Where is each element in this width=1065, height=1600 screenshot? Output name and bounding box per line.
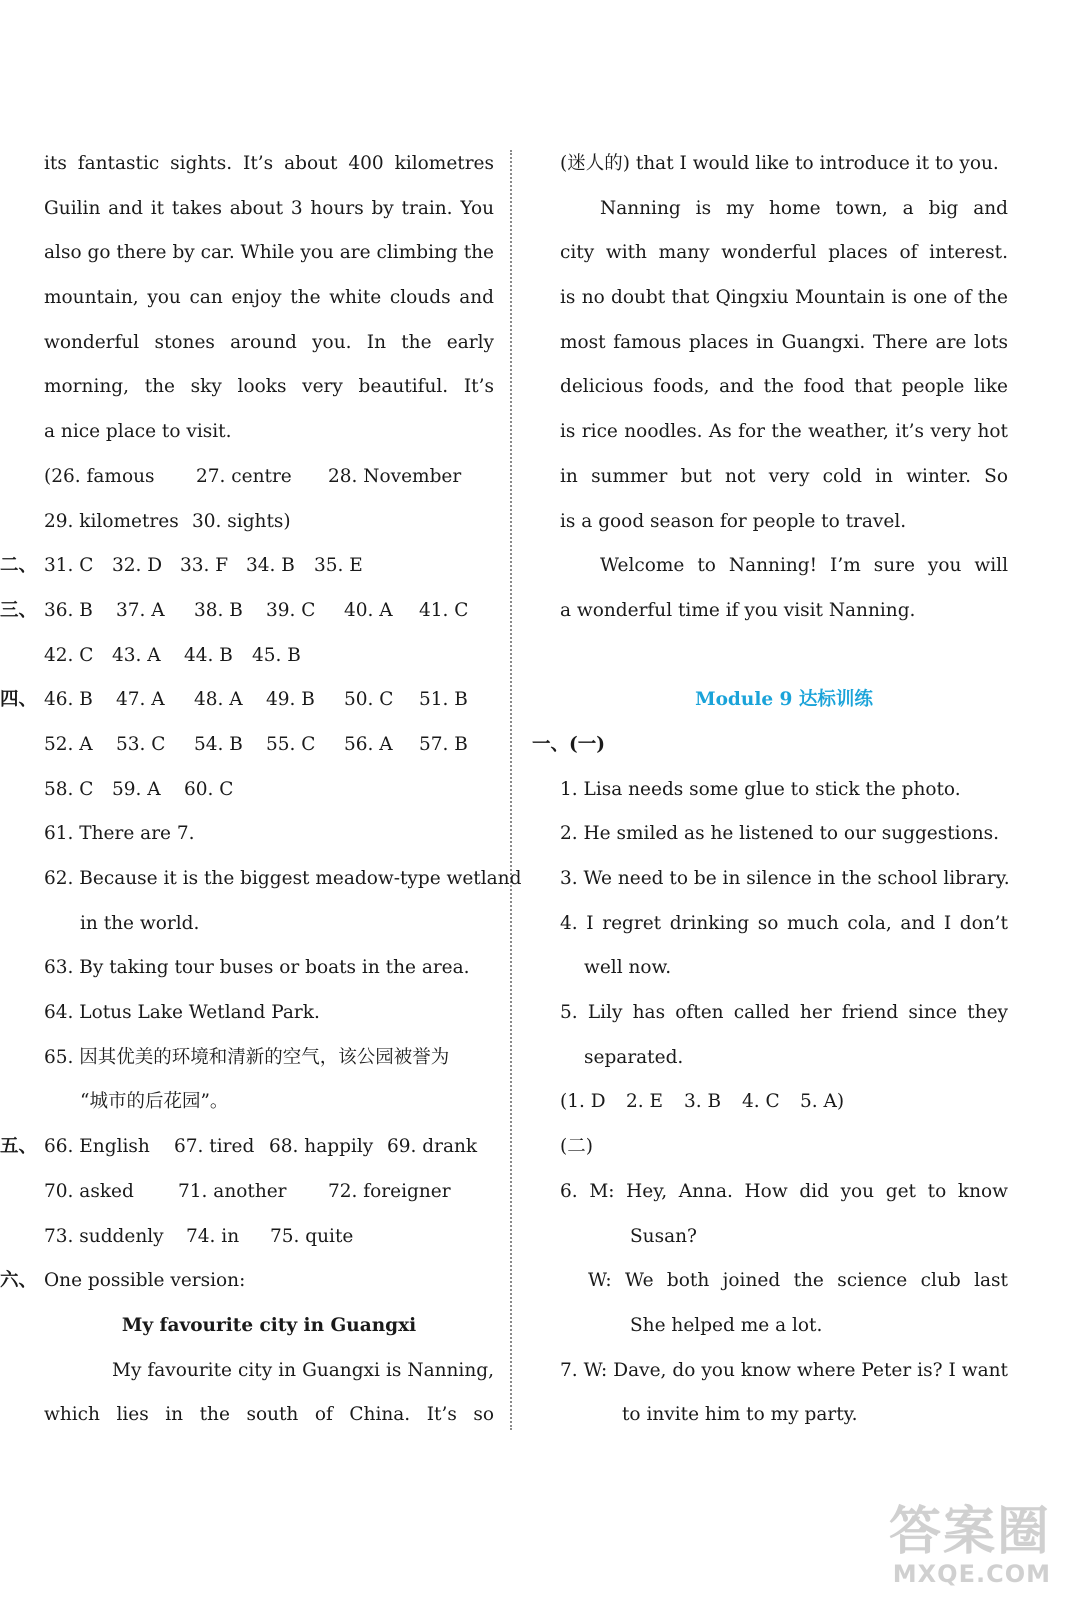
section-label: 一、(一) [532,733,606,755]
answer-65-cont: “城市的后花园”。 [80,1091,229,1113]
answer-57: 57. B [419,733,468,755]
dialog-6-reply-cont: She helped me a lot. [630,1314,823,1336]
answer-70: 70. asked [44,1180,134,1202]
item-4: 4. I regret drinking so much cola, and I don’t [560,912,1008,934]
answer-74: 74. in [186,1225,240,1247]
para-line: also go there by car. While you are climbing the [44,242,494,264]
answer-32: 32. D [112,555,163,577]
watermark-url: MXQE.COM [892,1560,1051,1588]
para-line: a wonderful time if you visit Nanning. [560,599,916,621]
answer-62-cont: in the world. [80,912,200,934]
left-column [0,142,522,1438]
answer-5: 5. A) [800,1091,845,1113]
answer-46: 46. B [44,689,93,711]
section-label: 三、 [0,599,38,621]
answer-55: 55. C [266,733,316,755]
answer-75: 75. quite [270,1225,354,1247]
dialog-7-cont: to invite him to my party. [622,1404,858,1426]
section-4-row-1 [0,678,494,723]
para-line: is a good season for people to travel. [560,510,907,532]
answer-48: 48. A [194,689,243,711]
answer-52: 52. A [44,733,93,755]
answer-47: 47. A [116,689,165,711]
essay-line: My favourite city in Guangxi is Nanning, [112,1359,494,1381]
item-4-cont: well now. [584,957,672,979]
watermark [851,1504,1051,1594]
answer-38: 38. B [194,599,243,621]
section-1-heading [532,723,1008,768]
part-2-heading: (二) [560,1136,593,1158]
para-line: delicious foods, and the food that people like [560,376,1008,398]
section-label: 二、 [0,555,38,577]
item-5: 5. Lily has often called her friend since they [560,1002,1008,1024]
answer-68: 68. happily [269,1136,374,1158]
answer-34: 34. B [246,555,295,577]
answer-40: 40. A [344,599,393,621]
section-6-text: One possible version: [44,1270,246,1292]
answer-64: 64. Lotus Lake Wetland Park. [44,1002,320,1024]
column-divider [510,150,512,1430]
para-line: is rice noodles. As for the weather, it’s very hot [560,421,1008,443]
answer-26: (26. famous [44,465,155,487]
para-line: morning, the sky looks very beautiful. It’s [44,376,494,398]
answer-37: 37. A [116,599,165,621]
answer-31: 31. C [44,555,94,577]
para-line: is no doubt that Qingxiu Mountain is one of the [560,287,1008,309]
item-2: 2. He smiled as he listened to our suggestions. [560,823,1000,845]
dialog-7: 7. W: Dave, do you know where Peter is? I want [560,1359,1008,1381]
spacer [560,634,1008,679]
answer-59: 59. A [112,778,161,800]
dialog-6-reply: W: We both joined the science club last [588,1270,1008,1292]
answer-65: 65. 因其优美的环境和清新的空气，该公园被誉为 [44,1046,450,1068]
answer-69: 69. drank [387,1136,478,1158]
answer-54: 54. B [194,733,243,755]
para-line: (迷人的) that I would like to introduce it to you. [560,153,999,174]
answer-53: 53. C [116,733,166,755]
answer-2: 2. E [626,1091,664,1113]
answer-1: (1. D [560,1091,606,1113]
item-5-cont: separated. [584,1046,684,1068]
para-line: mountain, you can enjoy the white clouds and [44,287,494,309]
answer-63: 63. By taking tour buses or boats in the area. [44,957,470,979]
answer-44: 44. B [184,644,233,666]
answer-39: 39. C [266,599,316,621]
answer-62: 62. Because it is the biggest meadow-type wetland [44,868,522,889]
answer-33: 33. F [180,555,229,577]
answer-45: 45. B [252,644,301,666]
essay-title: My favourite city in Guangxi [121,1314,417,1336]
section-3-row-1 [0,589,494,634]
section-2-answers [0,544,494,589]
answer-67: 67. tired [174,1136,255,1158]
section-5-row-3 [44,1215,494,1260]
answer-36: 36. B [44,599,93,621]
answer-71: 71. another [178,1180,287,1202]
para-line: wonderful stones around you. In the early [44,331,494,353]
section-5-row-2 [44,1170,494,1215]
answers-row [560,1080,1008,1125]
answer-28: 28. November [328,465,462,487]
dialog-6-cont: Susan? [630,1225,697,1247]
right-column [532,142,1010,1438]
answer-61: 61. There are 7. [44,823,195,845]
answer-50: 50. C [344,689,394,711]
answer-3: 3. B [684,1091,722,1113]
para-line: city with many wonderful places of interest. [560,242,1008,264]
answer-73: 73. suddenly [44,1225,164,1247]
answer-30: 30. sights) [192,510,291,532]
section-label: 五、 [0,1136,38,1158]
essay-line: which lies in the south of China. It’s so [44,1404,494,1426]
answer-row [44,500,494,545]
para-line: most famous places in Guangxi. There are lots [560,331,1008,353]
module-title: Module 9 达标训练 [695,689,873,711]
answer-56: 56. A [344,733,393,755]
section-4-row-3 [44,768,494,813]
watermark-logo: 答案圈 [888,1502,1051,1562]
answer-35: 35. E [314,555,363,577]
section-6 [0,1259,494,1304]
section-label: 四、 [0,689,38,711]
answer-58: 58. C [44,778,94,800]
answer-72: 72. foreigner [328,1180,451,1202]
answer-43: 43. A [112,644,161,666]
para-line: in summer but not very cold in winter. So [560,465,1008,487]
dialog-6: 6. M: Hey, Anna. How did you get to know [560,1180,1008,1202]
para-line: Nanning is my home town, a big and [600,197,1008,219]
answer-41: 41. C [419,599,469,621]
para-line: a nice place to visit. [44,421,232,443]
para-line: its fantastic sights. It’s about 400 kilometres [44,153,494,174]
item-1: 1. Lisa needs some glue to stick the photo. [560,778,961,800]
section-label: 六、 [0,1270,38,1292]
answer-60: 60. C [184,778,234,800]
answer-49: 49. B [266,689,315,711]
answer-row [44,455,494,500]
answer-42: 42. C [44,644,94,666]
para-line: Welcome to Nanning! I’m sure you will [600,555,1008,577]
answer-27: 27. centre [196,465,292,487]
item-3: 3. We need to be in silence in the school library. [560,868,1010,889]
section-4-row-2 [44,723,494,768]
section-5-row-1 [0,1125,494,1170]
answer-51: 51. B [419,689,468,711]
answer-4: 4. C [742,1091,780,1113]
para-line: Guilin and it takes about 3 hours by train. You [44,197,494,219]
section-3-row-2 [44,634,494,679]
answer-29: 29. kilometres [44,510,179,532]
answer-66: 66. English [44,1136,150,1158]
